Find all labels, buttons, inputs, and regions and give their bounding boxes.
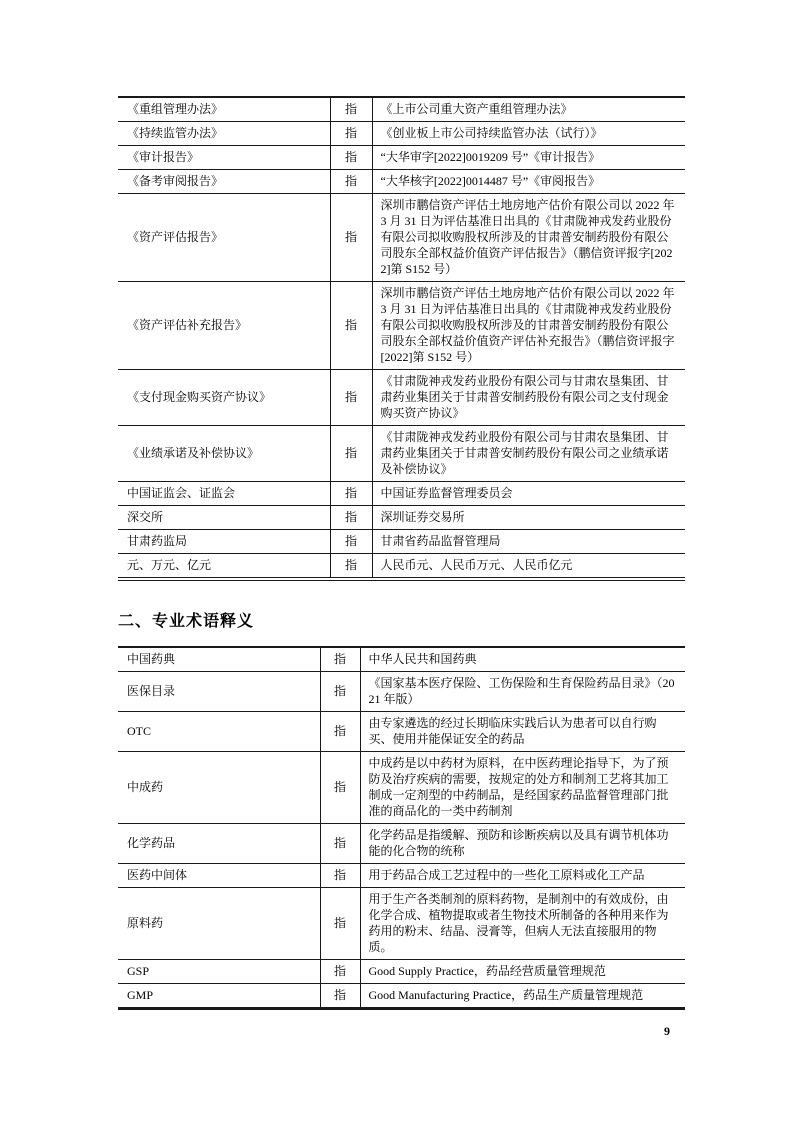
term-cell: 《备考审阅报告》	[118, 170, 330, 194]
term-cell: 甘肃药监局	[118, 530, 330, 554]
indicator-cell: 指	[320, 752, 360, 824]
definition-cell: 深圳市鹏信资产评估土地房地产估价有限公司以 2022 年 3 月 31 日为评估基准日出具的《甘肃陇神戎发药业股份有限公司拟收购股权所涉及的甘肃普安制药股份有限公司股东全部权益价值资产评估报告》（鹏信资评报字[2022]第 S152 号）	[372, 194, 685, 282]
definition-cell: 中国证券监督管理委员会	[372, 482, 685, 506]
definition-cell: 《上市公司重大资产重组管理办法》	[372, 97, 685, 122]
table-row	[118, 672, 685, 712]
indicator-cell: 指	[320, 647, 360, 672]
term-cell: 中国证监会、证监会	[118, 482, 330, 506]
term-cell: 中成药	[118, 752, 320, 824]
indicator-cell: 指	[330, 194, 372, 282]
definition-cell: Good Supply Practice，药品经营质量管理规范	[360, 960, 685, 984]
term-cell: 《重组管理办法》	[118, 97, 330, 122]
indicator-cell: 指	[330, 506, 372, 530]
term-cell: 《审计报告》	[118, 146, 330, 170]
term-cell: OTC	[118, 712, 320, 752]
table-row	[118, 482, 685, 506]
indicator-cell: 指	[330, 482, 372, 506]
indicator-cell: 指	[330, 554, 372, 580]
term-cell: 深交所	[118, 506, 330, 530]
term-cell: GSP	[118, 960, 320, 984]
indicator-cell: 指	[330, 122, 372, 146]
indicator-cell: 指	[330, 282, 372, 370]
table-row	[118, 824, 685, 864]
indicator-cell: 指	[320, 864, 360, 888]
term-cell: 原料药	[118, 888, 320, 960]
indicator-cell: 指	[320, 712, 360, 752]
table-row	[118, 554, 685, 580]
term-cell: 《资产评估报告》	[118, 194, 330, 282]
table-row	[118, 282, 685, 370]
table-row	[118, 864, 685, 888]
page-content	[118, 96, 685, 1010]
table-row	[118, 888, 685, 960]
definition-cell: Good Manufacturing Practice，药品生产质量管理规范	[368, 988, 644, 1002]
definition-cell: 《国家基本医疗保险、工伤保险和生育保险药品目录》（2021 年版）	[360, 672, 685, 712]
definition-cell: 由专家遴选的经过长期临床实践后认为患者可以自行购买、使用并能保证安全的药品	[360, 712, 685, 752]
indicator-cell: 指	[330, 426, 372, 482]
indicator-cell: 指	[330, 170, 372, 194]
table-row	[118, 506, 685, 530]
definition-cell: “大华审字[2022]0019209 号”《审计报告》	[372, 146, 685, 170]
definition-cell: 化学药品是指缓解、预防和诊断疾病以及具有调节机体功能的化合物的统称	[360, 824, 685, 864]
table-row	[118, 122, 685, 146]
term-cell: GMP	[118, 984, 320, 1009]
page-number: 9	[664, 1024, 670, 1038]
definition-cell: 人民币元、人民币万元、人民币亿元	[380, 558, 573, 572]
table-row	[118, 960, 685, 984]
indicator-cell: 指	[320, 984, 360, 1009]
table-row	[118, 97, 685, 122]
table-row	[118, 752, 685, 824]
indicator-cell: 指	[320, 888, 360, 960]
definitions-table-terminology	[118, 646, 685, 1010]
definition-cell: 中成药是以中药材为原料，在中医药理论指导下，为了预防及治疗疾病的需要，按规定的处方和制剂工艺将其加工制成一定剂型的中药制品，是经国家药品监督管理部门批准的商品化的一类中药制剂	[360, 752, 685, 824]
indicator-cell: 指	[330, 146, 372, 170]
indicator-cell: 指	[320, 960, 360, 984]
term-cell: 《资产评估补充报告》	[118, 282, 330, 370]
table-row	[118, 370, 685, 426]
definition-cell: 《创业板上市公司持续监管办法（试行）》	[372, 122, 685, 146]
table-row	[118, 146, 685, 170]
definition-cell: “大华核字[2022]0014487 号”《审阅报告》	[372, 170, 685, 194]
definition-cell: 用于生产各类制剂的原料药物，是制剂中的有效成份，由化学合成、植物提取或者生物技术所制备的各种用来作为药用的粉末、结晶、浸膏等，但病人无法直接服用的物质。	[360, 888, 685, 960]
definition-cell: 甘肃省药品监督管理局	[372, 530, 685, 554]
indicator-cell: 指	[330, 530, 372, 554]
table-row	[118, 170, 685, 194]
section-heading: 二、专业术语释义	[118, 613, 255, 630]
definitions-table-general	[118, 96, 685, 581]
term-cell: 《持续监管办法》	[118, 122, 330, 146]
definition-cell: 深圳证券交易所	[372, 506, 685, 530]
definition-cell: 中华人民共和国药典	[360, 647, 685, 672]
term-cell: 《业绩承诺及补偿协议》	[118, 426, 330, 482]
definition-cell: 用于药品合成工艺过程中的一些化工原料或化工产品	[360, 864, 685, 888]
indicator-cell: 指	[320, 672, 360, 712]
definition-cell: 《甘肃陇神戎发药业股份有限公司与甘肃农垦集团、甘肃药业集团关于甘肃普安制药股份有限公司之支付现金购买资产协议》	[372, 370, 685, 426]
table-row	[118, 530, 685, 554]
indicator-cell: 指	[330, 97, 372, 122]
table-row	[118, 426, 685, 482]
term-cell: 元、万元、亿元	[118, 554, 330, 580]
term-cell: 《支付现金购买资产协议》	[118, 370, 330, 426]
indicator-cell: 指	[330, 370, 372, 426]
term-cell: 医保目录	[118, 672, 320, 712]
term-cell: 化学药品	[118, 824, 320, 864]
definition-cell: 《甘肃陇神戎发药业股份有限公司与甘肃农垦集团、甘肃药业集团关于甘肃普安制药股份有限公司之业绩承诺及补偿协议》	[372, 426, 685, 482]
term-cell: 中国药典	[118, 647, 320, 672]
table-row	[118, 194, 685, 282]
table-row	[118, 712, 685, 752]
table-row	[118, 984, 685, 1009]
term-cell: 医药中间体	[118, 864, 320, 888]
definition-cell: 深圳市鹏信资产评估土地房地产估价有限公司以 2022 年 3 月 31 日为评估基准日出具的《甘肃陇神戎发药业股份有限公司拟收购股权所涉及的甘肃普安制药股份有限公司股东全部权益价值资产评估补充报告》（鹏信资评报字[2022]第 S152 号）	[372, 282, 685, 370]
indicator-cell: 指	[320, 824, 360, 864]
table-row	[118, 647, 685, 672]
